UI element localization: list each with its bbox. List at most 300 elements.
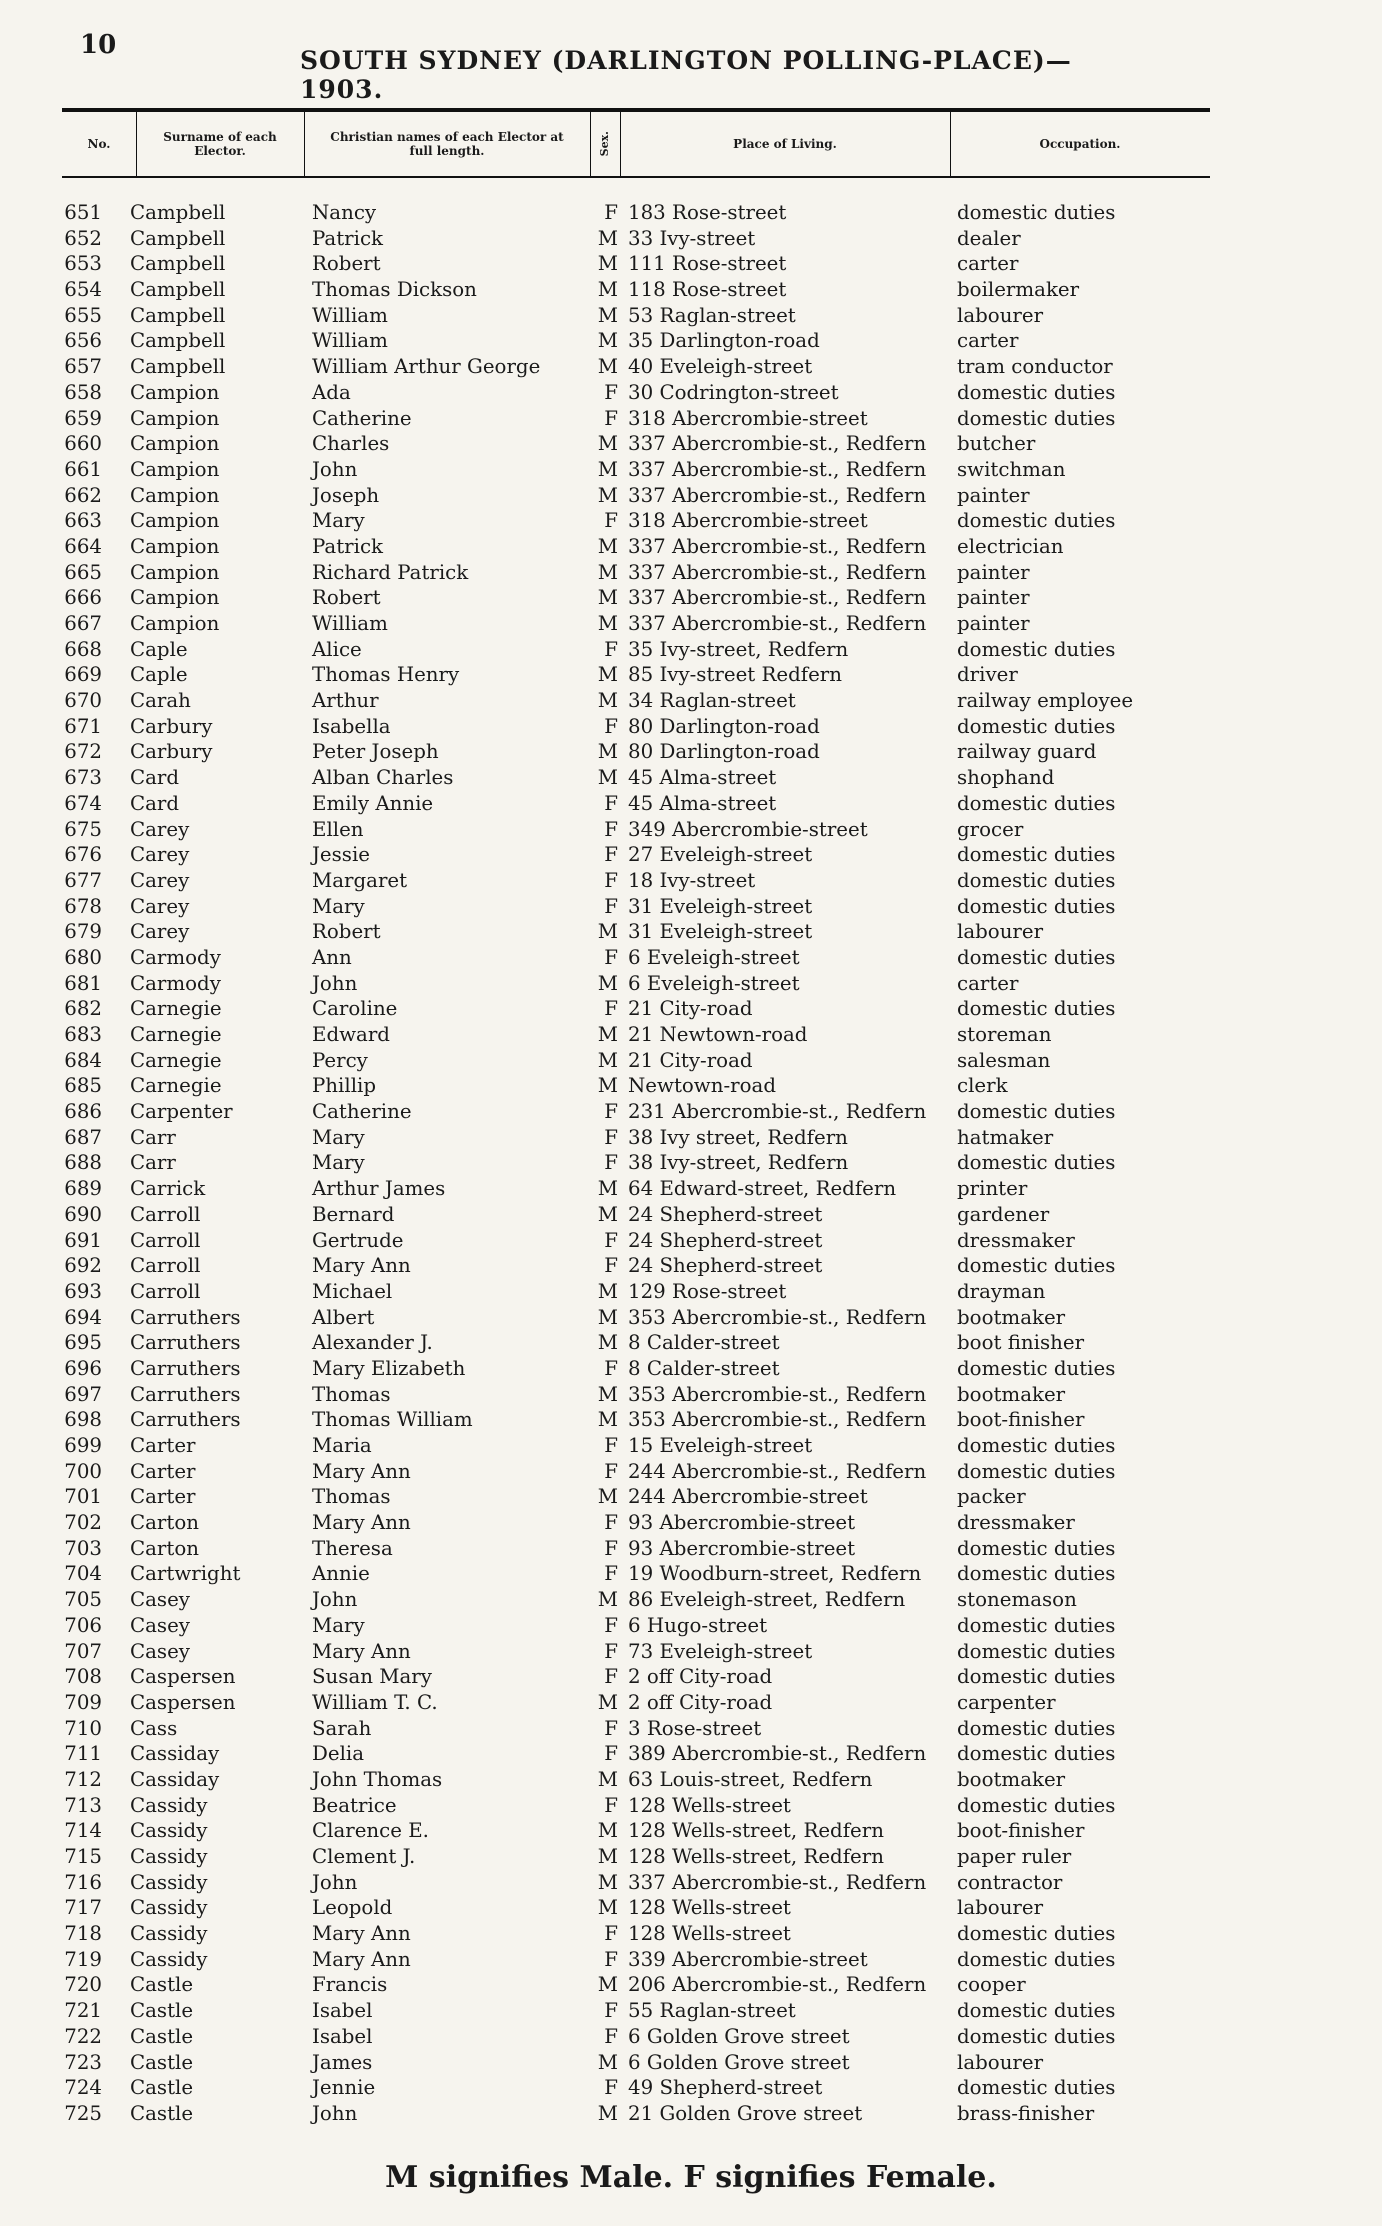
table-row [62,894,1210,920]
table-row [62,1587,1210,1613]
table-row [62,2050,1210,2076]
place-of-living: 3 Rose-street [628,1716,762,1740]
table-row [62,945,1210,971]
surname: Carruthers [130,1356,241,1380]
occupation: storeman [957,1023,1052,1046]
christian-names: Thomas [312,1382,391,1406]
elector-number: 696 [64,1356,102,1380]
surname: Campbell [130,278,226,302]
sex: M [597,1973,618,1997]
christian-names: Peter Joseph [312,740,439,764]
elector-number: 722 [64,2024,102,2048]
sex: M [597,1331,618,1355]
elector-number: 723 [64,2050,102,2074]
table-row [62,1407,1210,1433]
sex: F [604,1613,618,1637]
sex: F [604,945,618,969]
elector-number: 719 [64,1947,102,1971]
sex: M [597,1690,618,1714]
table-row [62,1947,1210,1973]
sex: M [597,303,618,327]
table-row [62,200,1210,226]
elector-number: 721 [64,1999,102,2023]
elector-number: 688 [64,1151,102,1175]
christian-names: William Arthur George [312,355,541,379]
christian-names: John [312,1870,358,1894]
christian-names: Mary Elizabeth [312,1356,466,1380]
sex: M [597,1048,618,1072]
sex: F [604,1434,618,1457]
surname: Castle [130,2050,194,2074]
surname: Castle [130,2076,194,2100]
sex: M [597,689,618,713]
christian-names: Maria [312,1434,372,1457]
sex: M [597,1408,618,1432]
occupation: painter [957,586,1030,610]
occupation: printer [957,1177,1028,1201]
place-of-living: 64 Edward-street, Redfern [628,1177,897,1201]
occupation: bootmaker [957,1305,1066,1329]
surname: Cassidy [130,1922,208,1946]
surname: Carr [130,1125,176,1149]
occupation: switchman [957,457,1066,481]
christian-names: Isabella [312,714,391,738]
christian-names: John [312,457,358,481]
sex: M [597,560,618,584]
surname: Cassiday [130,1767,220,1791]
elector-number: 711 [64,1742,102,1766]
table-row [62,1561,1210,1587]
table-row [62,1741,1210,1767]
place-of-living: 40 Eveleigh-street [628,355,813,379]
occupation: domestic duties [957,1151,1116,1175]
christian-names: Mary Ann [312,1459,411,1483]
place-of-living: 24 Shepherd-street [628,1228,823,1252]
elector-number: 679 [64,920,102,944]
table-row [62,251,1210,277]
sex: F [604,637,618,661]
christian-names: Alice [312,637,362,661]
table-row [62,817,1210,843]
elector-number: 713 [64,1793,102,1817]
table-header [62,112,1210,178]
sex: M [597,612,618,635]
elector-number: 664 [64,534,102,558]
place-of-living: 45 Alma-street [628,766,777,790]
surname: Carroll [130,1279,201,1303]
table-row [62,483,1210,509]
surname: Carey [130,894,190,918]
surname: Campbell [130,355,226,379]
occupation: clerk [957,1074,1008,1098]
elector-number: 652 [64,226,102,250]
place-of-living: 21 City-road [628,997,753,1021]
surname: Carmody [130,945,221,969]
elector-number: 714 [64,1819,102,1843]
elector-number: 699 [64,1434,102,1457]
table-row [62,1793,1210,1819]
table-row [62,1022,1210,1048]
sex: M [597,1845,618,1868]
surname: Castle [130,2101,194,2125]
sex: M [597,457,618,481]
occupation: domestic duties [957,201,1116,224]
place-of-living: 231 Abercrombie-st., Redfern [628,1100,927,1124]
sex: M [597,920,618,944]
elector-number: 705 [64,1588,102,1612]
place-of-living: 24 Shepherd-street [628,1202,823,1226]
table-row [62,2024,1210,2050]
table-row [62,1202,1210,1228]
place-of-living: 63 Louis-street, Redfern [628,1767,873,1791]
sex: F [604,380,618,404]
christian-names: Leopold [312,1896,393,1920]
surname: Cass [130,1716,178,1740]
sex: F [604,509,618,533]
christian-names: Mary [312,1151,365,1175]
elector-number: 674 [64,791,102,815]
surname: Carroll [130,1228,201,1252]
sex: F [604,843,618,867]
christian-names: Patrick [312,226,384,250]
elector-number: 660 [64,432,102,456]
sex: F [604,1562,618,1586]
surname: Carey [130,868,190,892]
table-row [62,1279,1210,1305]
table-row [62,1870,1210,1896]
christian-names: Mary [312,1125,365,1149]
occupation: painter [957,560,1030,584]
sex: M [597,1202,618,1226]
header-christian-names: Christian names of each Elector at full length. [304,112,591,176]
table-row [62,842,1210,868]
header-surname: Surname of each Elector. [136,112,305,176]
table-row [62,971,1210,997]
place-of-living: 337 Abercrombie-st., Redfern [628,457,927,481]
christian-names: Emily Annie [312,791,434,815]
occupation: boot-finisher [957,1408,1085,1432]
place-of-living: 85 Ivy-street Redfern [628,663,843,687]
elector-number: 662 [64,483,102,507]
elector-table [62,200,1210,2127]
sex: F [604,1742,618,1766]
surname: Cartwright [130,1562,241,1586]
christian-names: Edward [312,1023,390,1046]
table-row [62,1330,1210,1356]
occupation: dealer [957,226,1021,250]
elector-number: 684 [64,1048,102,1072]
table-row [62,303,1210,329]
elector-number: 712 [64,1767,102,1791]
christian-names: Arthur James [312,1177,446,1201]
sex: M [597,1767,618,1791]
place-of-living: 337 Abercrombie-st., Redfern [628,612,927,635]
surname: Carbury [130,714,213,738]
sex: M [597,740,618,764]
occupation: electrician [957,534,1064,558]
christian-names: Joseph [312,483,380,507]
occupation: domestic duties [957,1254,1116,1278]
christian-names: Phillip [312,1074,377,1098]
sex: F [604,1100,618,1124]
table-row [62,1895,1210,1921]
place-of-living: 128 Wells-street [628,1922,791,1946]
page-title: SOUTH SYDNEY (DARLINGTON POLLING-PLACE)—1903. [300,46,1072,104]
christian-names: Mary Ann [312,1947,411,1971]
occupation: carter [957,971,1019,995]
sex: F [604,2024,618,2048]
elector-number: 663 [64,509,102,533]
surname: Campion [130,432,220,456]
sex: M [597,586,618,610]
place-of-living: 118 Rose-street [628,278,787,302]
surname: Cassidy [130,1896,208,1920]
place-of-living: 337 Abercrombie-st., Redfern [628,432,927,456]
sex: M [597,278,618,302]
elector-number: 709 [64,1690,102,1714]
sex: F [604,997,618,1021]
sex: F [604,817,618,841]
elector-number: 666 [64,586,102,610]
elector-number: 693 [64,1279,102,1303]
occupation: railway guard [957,740,1097,764]
sex: M [597,1485,618,1509]
place-of-living: 8 Calder-street [628,1331,780,1355]
place-of-living: 15 Eveleigh-street [628,1434,813,1457]
occupation: domestic duties [957,945,1116,969]
christian-names: Mary [312,509,365,533]
surname: Castle [130,1973,194,1997]
table-row [62,2075,1210,2101]
place-of-living: 6 Golden Grove street [628,2024,850,2048]
elector-number: 691 [64,1228,102,1252]
surname: Carter [130,1459,196,1483]
place-of-living: 80 Darlington-road [628,740,820,764]
surname: Castle [130,1999,194,2023]
elector-number: 680 [64,945,102,969]
table-row [62,791,1210,817]
surname: Cassidy [130,1845,208,1868]
sex: F [604,1125,618,1149]
table-row [62,637,1210,663]
elector-number: 667 [64,612,102,635]
sex: M [597,329,618,353]
place-of-living: 6 Hugo-street [628,1613,768,1637]
occupation: domestic duties [957,1536,1116,1560]
elector-number: 651 [64,201,102,224]
christian-names: Mary Ann [312,1511,411,1535]
sex: F [604,1356,618,1380]
surname: Carnegie [130,1048,222,1072]
christian-names: Clement J. [312,1845,416,1868]
occupation: domestic duties [957,509,1116,533]
occupation: gardener [957,1202,1050,1226]
elector-number: 695 [64,1331,102,1355]
surname: Carruthers [130,1408,241,1432]
christian-names: Margaret [312,868,408,892]
christian-names: Thomas Henry [312,663,460,687]
surname: Campbell [130,303,226,327]
surname: Carroll [130,1254,201,1278]
elector-number: 661 [64,457,102,481]
occupation: butcher [957,432,1036,456]
surname: Carter [130,1434,196,1457]
sex: F [604,1254,618,1278]
elector-number: 655 [64,303,102,327]
elector-number: 692 [64,1254,102,1278]
place-of-living: 337 Abercrombie-st., Redfern [628,560,927,584]
surname: Campion [130,560,220,584]
surname: Campbell [130,201,226,224]
christian-names: Thomas Dickson [312,278,477,302]
christian-names: John [312,1588,358,1612]
surname: Carnegie [130,997,222,1021]
occupation: domestic duties [957,406,1116,430]
surname: Carruthers [130,1331,241,1355]
place-of-living: 128 Wells-street [628,1793,791,1817]
place-of-living: 244 Abercrombie-street [628,1485,868,1509]
sex: M [597,483,618,507]
christian-names: Ada [312,380,351,404]
elector-number: 653 [64,252,102,276]
christian-names: William T. C. [312,1690,438,1714]
christian-names: Michael [312,1279,393,1303]
sex: F [604,201,618,224]
place-of-living: 353 Abercrombie-st., Redfern [628,1382,927,1406]
place-of-living: 38 Ivy-street, Redfern [628,1151,849,1175]
table-row [62,662,1210,688]
place-of-living: 33 Ivy-street [628,226,756,250]
occupation: domestic duties [957,1922,1116,1946]
occupation: labourer [957,920,1044,944]
christian-names: Thomas William [312,1408,473,1432]
elector-number: 702 [64,1511,102,1535]
elector-number: 686 [64,1100,102,1124]
surname: Cassidy [130,1819,208,1843]
sex: F [604,714,618,738]
christian-names: James [312,2050,373,2074]
sex: F [604,1999,618,2023]
occupation: domestic duties [957,1947,1116,1971]
place-of-living: 80 Darlington-road [628,714,820,738]
elector-number: 720 [64,1973,102,1997]
header-no: No. [62,112,137,176]
occupation: dressmaker [957,1511,1075,1535]
place-of-living: 35 Ivy-street, Redfern [628,637,849,661]
christian-names: Robert [312,586,381,610]
elector-number: 716 [64,1870,102,1894]
occupation: boot-finisher [957,1819,1085,1843]
occupation: domestic duties [957,1742,1116,1766]
surname: Carton [130,1511,199,1535]
elector-number: 681 [64,971,102,995]
elector-number: 687 [64,1125,102,1149]
sex: M [597,1177,618,1201]
surname: Caspersen [130,1690,236,1714]
surname: Campion [130,483,220,507]
table-row [62,1433,1210,1459]
surname: Casey [130,1588,190,1612]
place-of-living: 86 Eveleigh-street, Redfern [628,1588,906,1612]
table-row [62,611,1210,637]
occupation: contractor [957,1870,1063,1894]
occupation: labourer [957,303,1044,327]
table-row [62,2101,1210,2127]
elector-number: 668 [64,637,102,661]
occupation: domestic duties [957,1562,1116,1586]
christian-names: Isabel [312,1999,373,2023]
place-of-living: 24 Shepherd-street [628,1254,823,1278]
place-of-living: 38 Ivy street, Redfern [628,1125,848,1149]
christian-names: Francis [312,1973,388,1997]
sex: F [604,1665,618,1689]
surname: Cassiday [130,1742,220,1766]
elector-number: 657 [64,355,102,379]
surname: Casey [130,1639,190,1663]
sex: M [597,534,618,558]
occupation: labourer [957,2050,1044,2074]
surname: Campion [130,380,220,404]
elector-number: 694 [64,1305,102,1329]
place-of-living: 337 Abercrombie-st., Redfern [628,483,927,507]
sex: M [597,1588,618,1612]
occupation: carter [957,329,1019,353]
place-of-living: 21 Golden Grove street [628,2101,863,2125]
christian-names: Mary Ann [312,1254,411,1278]
surname: Cassidy [130,1793,208,1817]
surname: Carnegie [130,1074,222,1098]
place-of-living: Newtown-road [628,1074,776,1098]
table-row [62,277,1210,303]
place-of-living: 6 Eveleigh-street [628,971,800,995]
christian-names: Robert [312,252,381,276]
christian-names: William [312,612,388,635]
christian-names: John Thomas [312,1767,443,1791]
christian-names: John [312,2101,358,2125]
table-row [62,508,1210,534]
occupation: carter [957,252,1019,276]
christian-names: Mary Ann [312,1639,411,1663]
table-row [62,457,1210,483]
elector-number: 706 [64,1613,102,1637]
elector-number: 689 [64,1177,102,1201]
table-row [62,688,1210,714]
elector-number: 658 [64,380,102,404]
occupation: bootmaker [957,1382,1066,1406]
elector-number: 677 [64,868,102,892]
elector-number: 673 [64,766,102,790]
surname: Carey [130,817,190,841]
place-of-living: 318 Abercrombie-street [628,509,868,533]
occupation: domestic duties [957,637,1116,661]
occupation: domestic duties [957,1793,1116,1817]
table-row [62,714,1210,740]
table-row [62,1484,1210,1510]
christian-names: Richard Patrick [312,560,469,584]
table-row [62,1767,1210,1793]
christian-names: Percy [312,1048,368,1072]
occupation: paper ruler [957,1845,1072,1868]
christian-names: Patrick [312,534,384,558]
occupation: stonemason [957,1588,1077,1612]
occupation: drayman [957,1279,1046,1303]
sex: M [597,2101,618,2125]
christian-names: Alexander J. [312,1331,433,1355]
surname: Casey [130,1613,190,1637]
table-row [62,380,1210,406]
table-row [62,739,1210,765]
christian-names: Theresa [312,1536,393,1560]
